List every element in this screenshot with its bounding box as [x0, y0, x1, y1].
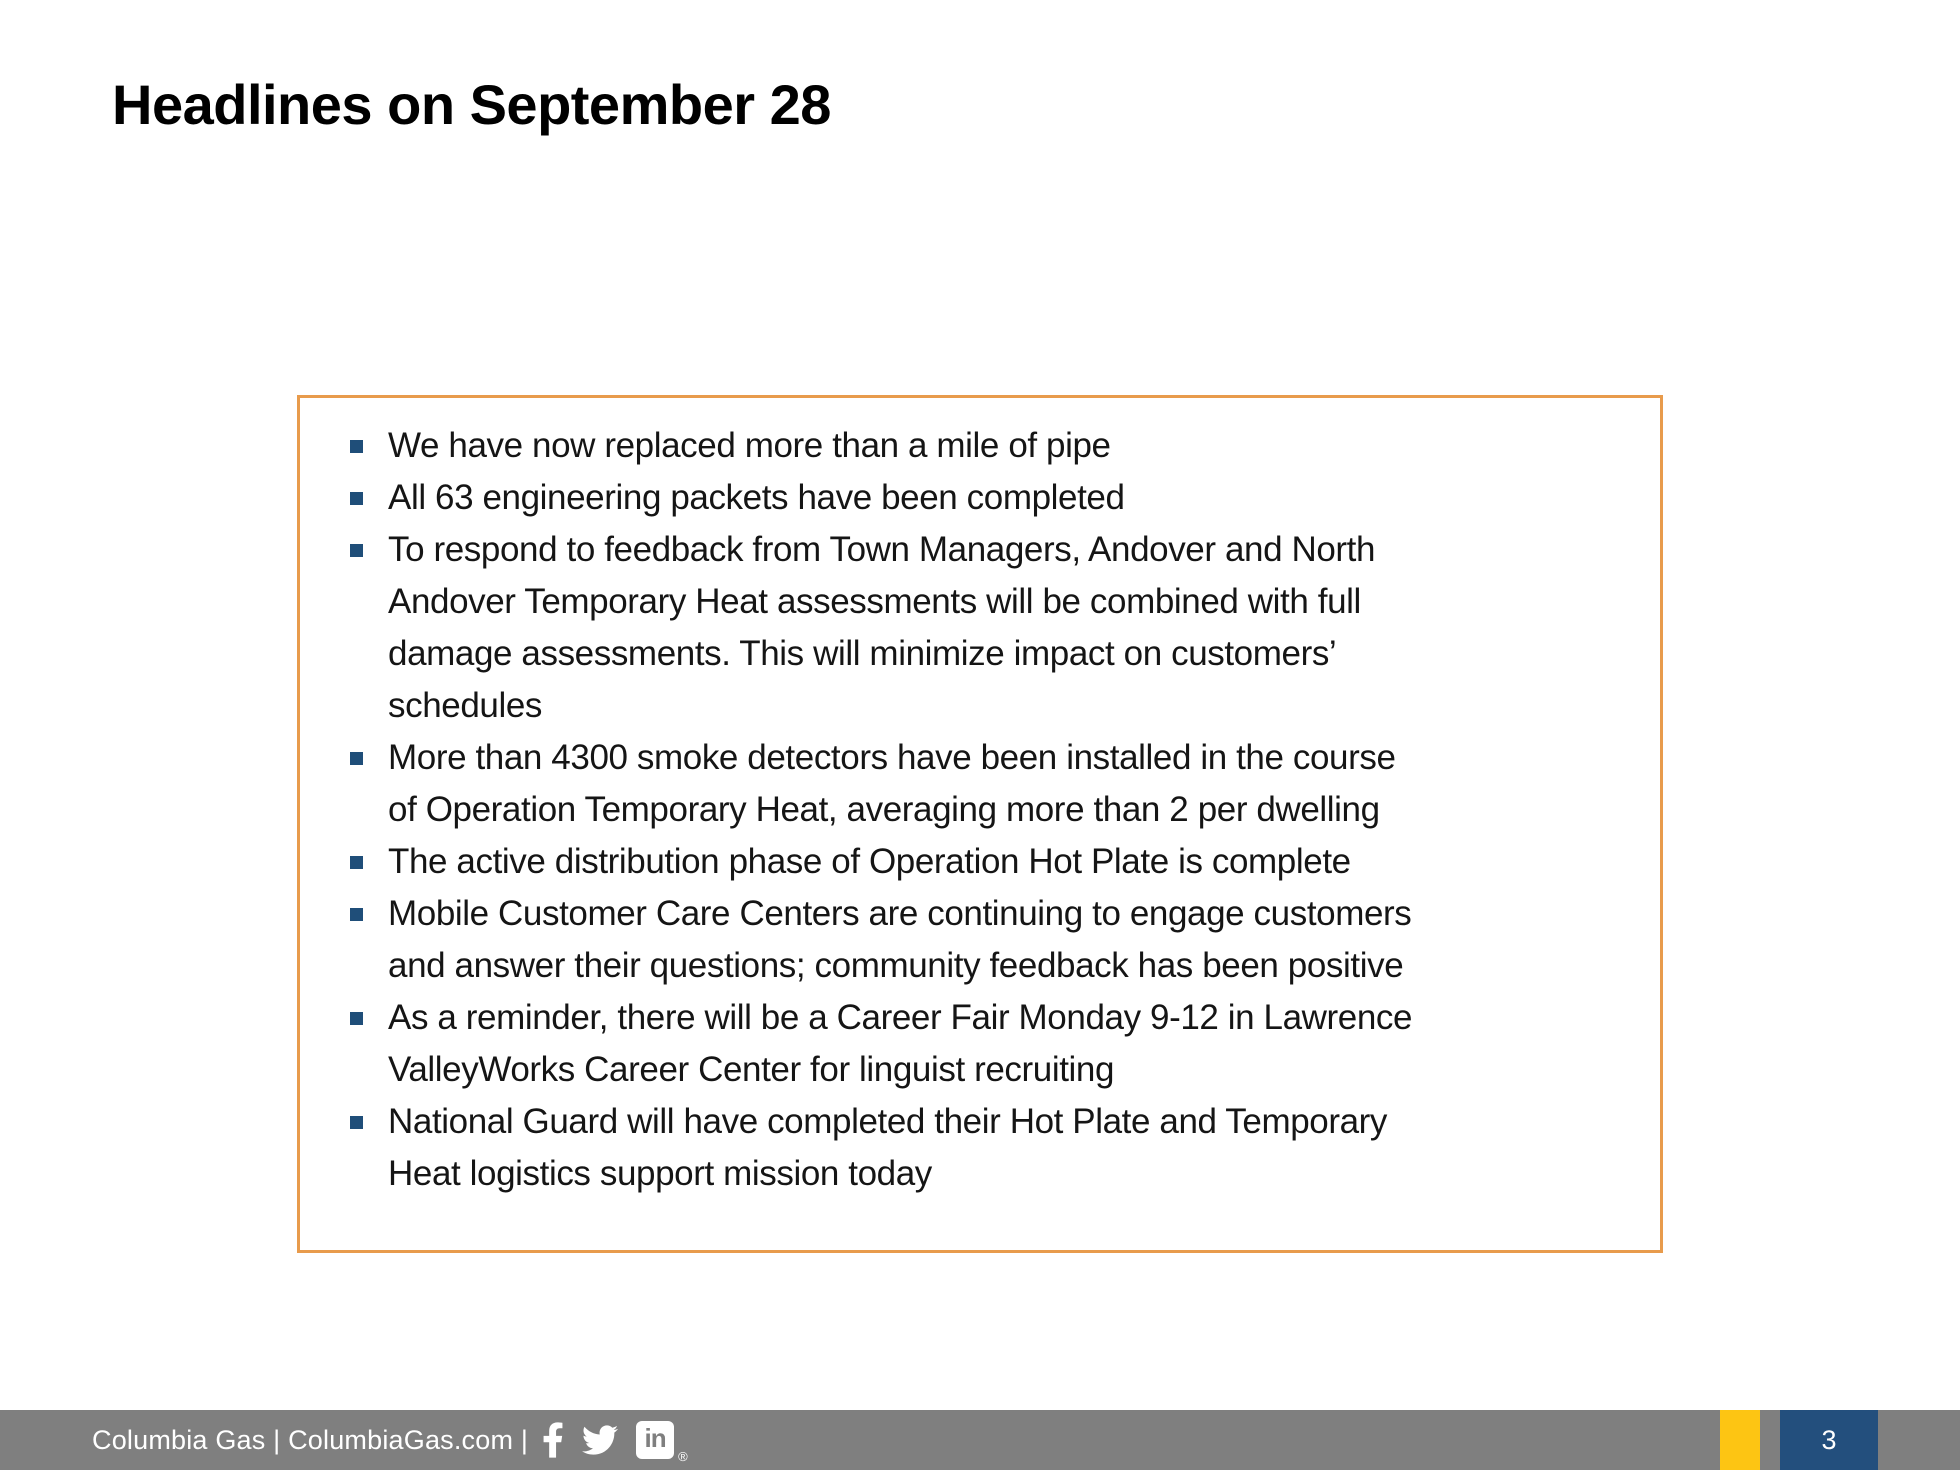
- bullet-line: More than 4300 smoke detectors have been installed in the course: [388, 738, 1396, 777]
- bullet-item: [350, 732, 1624, 836]
- footer-yellow-accent: [1720, 1410, 1760, 1470]
- bullet-text: [388, 1096, 1387, 1200]
- footer-bar: [0, 1410, 1960, 1470]
- bullet-line: All 63 engineering packets have been completed: [388, 478, 1125, 517]
- page-number-badge: 3: [1780, 1410, 1878, 1470]
- bullet-item: [350, 420, 1624, 472]
- bullet-line: schedules: [388, 686, 543, 725]
- headlines-box: [297, 395, 1663, 1253]
- bullet-square-icon: [350, 752, 363, 765]
- bullet-text: [388, 888, 1411, 992]
- registered-trademark-symbol: ®: [678, 1449, 688, 1464]
- bullet-line: Andover Temporary Heat assessments will be combined with full: [388, 582, 1361, 621]
- bullet-line: of Operation Temporary Heat, averaging more than 2 per dwelling: [388, 790, 1380, 829]
- bullet-line: Heat logistics support mission today: [388, 1154, 932, 1193]
- bullet-item: [350, 472, 1624, 524]
- facebook-icon[interactable]: [542, 1421, 564, 1459]
- bullet-square-icon: [350, 856, 363, 869]
- bullet-line: damage assessments. This will minimize impact on customers’: [388, 634, 1337, 673]
- bullet-item: [350, 836, 1624, 888]
- bullet-square-icon: [350, 908, 363, 921]
- page-title: Headlines on September 28: [112, 73, 831, 136]
- bullet-text: [388, 836, 1351, 888]
- bullet-list: [300, 398, 1660, 1200]
- bullet-line: National Guard will have completed their Hot Plate and Temporary: [388, 1102, 1388, 1141]
- bullet-text: [388, 992, 1412, 1096]
- bullet-line: The active distribution phase of Operation Hot Plate is complete: [388, 842, 1351, 881]
- linkedin-icon[interactable]: in: [636, 1421, 674, 1459]
- bullet-text: [388, 472, 1125, 524]
- bullet-item: [350, 992, 1624, 1096]
- bullet-line: and answer their questions; community feedback has been positive: [388, 946, 1404, 985]
- bullet-line: ValleyWorks Career Center for linguist recruiting: [388, 1050, 1115, 1089]
- bullet-text: [388, 524, 1375, 732]
- bullet-line: As a reminder, there will be a Career Fair Monday 9-12 in Lawrence: [388, 998, 1413, 1037]
- bullet-text: [388, 420, 1111, 472]
- bullet-square-icon: [350, 1012, 363, 1025]
- twitter-icon[interactable]: [578, 1422, 622, 1458]
- bullet-square-icon: [350, 544, 363, 557]
- bullet-line: Mobile Customer Care Centers are continuing to engage customers: [388, 894, 1412, 933]
- bullet-item: [350, 1096, 1624, 1200]
- bullet-square-icon: [350, 1116, 363, 1129]
- footer-branding: [92, 1410, 688, 1470]
- footer-brand-text: Columbia Gas | ColumbiaGas.com |: [92, 1424, 529, 1455]
- bullet-text: [388, 732, 1396, 836]
- bullet-line: We have now replaced more than a mile of pipe: [388, 426, 1111, 465]
- bullet-square-icon: [350, 440, 363, 453]
- bullet-square-icon: [350, 492, 363, 505]
- bullet-line: To respond to feedback from Town Managers, Andover and North: [388, 530, 1376, 569]
- bullet-item: [350, 524, 1624, 732]
- bullet-item: [350, 888, 1624, 992]
